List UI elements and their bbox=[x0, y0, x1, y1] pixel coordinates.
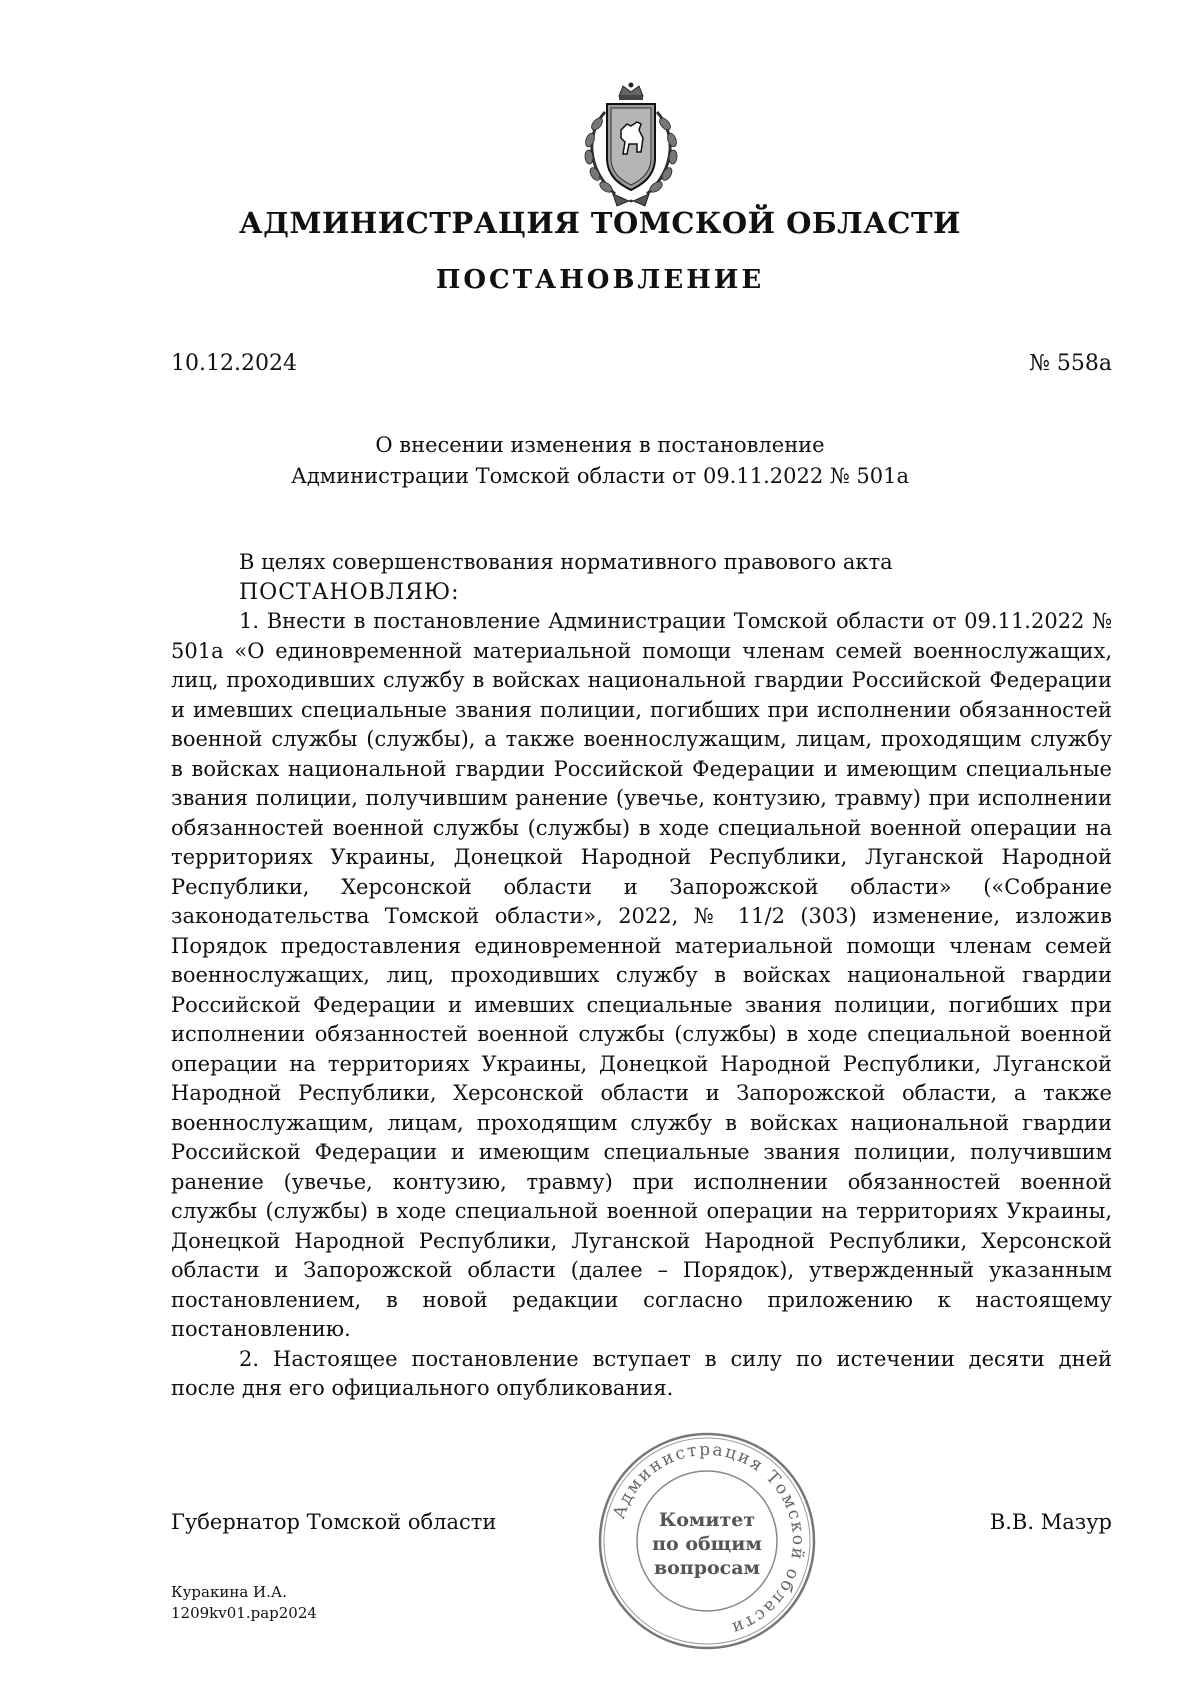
file-code: 1209kv01.pap2024 bbox=[171, 1604, 317, 1622]
document-type-title: ПОСТАНОВЛЕНИЕ bbox=[435, 265, 765, 295]
official-stamp-icon bbox=[596, 1430, 818, 1652]
document-number: № 558а bbox=[1029, 351, 1112, 376]
executor-name: Куракина И.А. bbox=[171, 1583, 288, 1601]
signer-name: В.В. Мазур bbox=[989, 1510, 1112, 1534]
stamp-center-text: по общим bbox=[652, 1533, 762, 1555]
document-footer bbox=[171, 1582, 317, 1624]
organization-title: АДМИНИСТРАЦИЯ ТОМСКОЙ ОБЛАСТИ bbox=[239, 206, 961, 240]
document-subject bbox=[0, 430, 1200, 492]
decree-word: ПОСТАНОВЛЯЮ: bbox=[239, 579, 460, 605]
coat-of-arms-icon bbox=[575, 82, 687, 210]
intro-paragraph: В целях совершенствования нормативного правового акта bbox=[239, 550, 893, 574]
document-body bbox=[171, 548, 1112, 1404]
stamp-center-text: Комитет bbox=[658, 1509, 756, 1531]
stamp-center-text: вопросам bbox=[653, 1557, 761, 1579]
signer-position: Губернатор Томской области bbox=[171, 1510, 497, 1534]
body-paragraph-1: 1. Внести в постановление Администрации Томской области от 09.11.2022 № 501а «О единовременной материальной помощи членам семей военнослужащих, лиц, проходивших службу в войсках национальной гвардии Российской Федерации и имевших специальные звания полиции, погибших при исполнении обязанностей военной службы (службы), а также военнослужащим, лицам, проходящим службу в войсках национальной гвардии Российской Федерации и имеющим специальные звания полиции, получившим ранение (увечье, контузию, травму) при исполнении обязанностей военной службы (службы) в ходе специальной военной операции на территориях Украины, Донецкой Народной Республики, Луганской Народной Республики, Херсонской области и Запорожской области» («Собрание законодательства Томской области», 2022, № 11/2 (303) изменение, изложив Порядок предоставления единовременной материальной помощи членам семей военнослужащих, лиц, проходивших службу в войсках национальной гвардии Российской Федерации и имевших специальные звания полиции, погибших при исполнении обязанностей военной службы (службы) в ходе специальной военной операции на территориях Украины, Донецкой Народной Республики, Луганской Народной Республики, Херсонской области и Запорожской области, а также военнослужащим, лицам, проходящим службу в войсках национальной гвардии Российской Федерации и имеющим специальные звания полиции, получившим ранение (увечье, контузию, травму) при исполнении обязанностей военной службы (службы) в ходе специальной военной операции на территориях Украины, Донецкой Народной Республики, Луганской Народной Республики, Херсонской области и Запорожской области (далее – Порядок), утвержденный указанным постановлением, в новой редакции согласно приложению к настоящему постановлению. bbox=[171, 609, 1112, 1341]
document-date: 10.12.2024 bbox=[171, 351, 297, 376]
subject-line: Администрации Томской области от 09.11.2022 № 501а bbox=[290, 464, 910, 488]
stamp-ring-text: Администрация Томской области bbox=[609, 1439, 809, 1639]
body-paragraph-2: 2. Настоящее постановление вступает в силу по истечении десяти дней после дня его официального опубликования. bbox=[171, 1346, 1112, 1400]
subject-line: О внесении изменения в постановление bbox=[375, 433, 825, 457]
